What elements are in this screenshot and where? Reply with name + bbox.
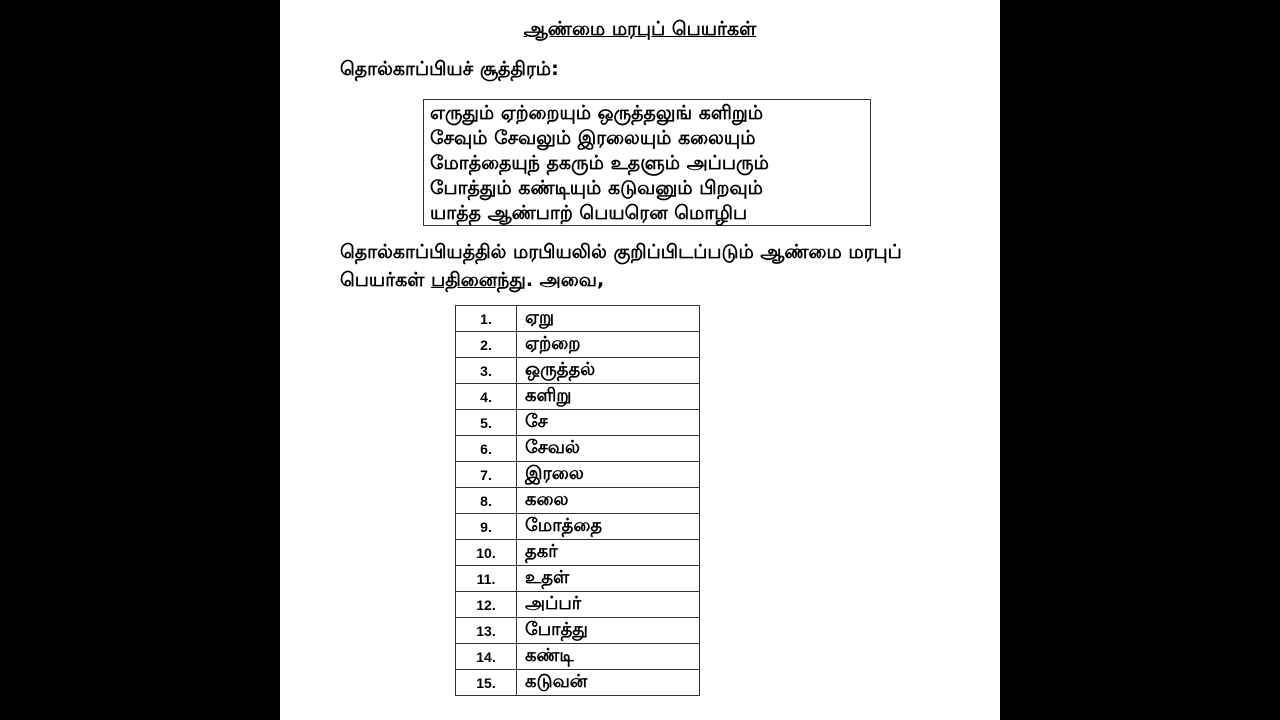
row-word: கண்டி xyxy=(517,644,700,670)
row-word: போத்து xyxy=(517,618,700,644)
row-word: ஏறு xyxy=(517,306,700,332)
description-paragraph xyxy=(340,238,960,294)
verse-line: மோத்தையுந் தகரும் உதளும் அப்பரும் xyxy=(430,152,769,174)
row-number: 10. xyxy=(456,540,517,566)
row-number: 15. xyxy=(456,670,517,696)
row-number: 13. xyxy=(456,618,517,644)
table-row xyxy=(456,410,700,436)
row-number: 6. xyxy=(456,436,517,462)
page-title: ஆண்மை மரபுப் பெயர்கள் xyxy=(523,18,757,40)
table-row xyxy=(456,436,700,462)
row-number: 1. xyxy=(456,306,517,332)
row-word: மோத்தை xyxy=(517,514,700,540)
paragraph-text: . அவை, xyxy=(525,269,605,291)
row-word: கலை xyxy=(517,488,700,514)
row-word: இரலை xyxy=(517,462,700,488)
table-row xyxy=(456,332,700,358)
row-word: ஒருத்தல் xyxy=(517,358,700,384)
table-row xyxy=(456,566,700,592)
verse-line: போத்தும் கண்டியும் கடுவனும் பிறவும் xyxy=(430,177,763,199)
table-row xyxy=(456,514,700,540)
row-word: சே xyxy=(517,410,700,436)
section-heading: தொல்காப்பியச் சூத்திரம்: xyxy=(340,58,559,80)
table-row xyxy=(456,384,700,410)
document-page xyxy=(280,0,1000,720)
verse-line: சேவும் சேவலும் இரலையும் கலையும் xyxy=(430,127,756,149)
row-number: 4. xyxy=(456,384,517,410)
row-number: 11. xyxy=(456,566,517,592)
table-row xyxy=(456,592,700,618)
row-number: 14. xyxy=(456,644,517,670)
row-word: அப்பர் xyxy=(517,592,700,618)
verse-box xyxy=(423,99,871,226)
row-number: 8. xyxy=(456,488,517,514)
row-number: 9. xyxy=(456,514,517,540)
paragraph-emphasis: பதினைந்து xyxy=(431,269,526,291)
table-row xyxy=(456,306,700,332)
row-number: 2. xyxy=(456,332,517,358)
row-number: 3. xyxy=(456,358,517,384)
row-word: ஏற்றை xyxy=(517,332,700,358)
verse-line: யாத்த ஆண்பாற் பெயரென மொழிப xyxy=(430,202,748,224)
table-row xyxy=(456,488,700,514)
row-number: 12. xyxy=(456,592,517,618)
table-row xyxy=(456,618,700,644)
names-table xyxy=(455,305,700,696)
table-row xyxy=(456,670,700,696)
row-word: களிறு xyxy=(517,384,700,410)
paragraph-text: தொல்காப்பியத்தில் மரபியலில் குறிப்பிடப்படும் ஆண்மை மரபுப் பெயர்கள் xyxy=(340,241,902,291)
table-row xyxy=(456,540,700,566)
table-row xyxy=(456,644,700,670)
row-word: கடுவன் xyxy=(517,670,700,696)
row-number: 7. xyxy=(456,462,517,488)
row-word: தகர் xyxy=(517,540,700,566)
row-number: 5. xyxy=(456,410,517,436)
table-row xyxy=(456,358,700,384)
verse-line: எருதும் ஏற்றையும் ஒருத்தலுங் களிறும் xyxy=(430,102,764,124)
table-row xyxy=(456,462,700,488)
row-word: உதள் xyxy=(517,566,700,592)
row-word: சேவல் xyxy=(517,436,700,462)
